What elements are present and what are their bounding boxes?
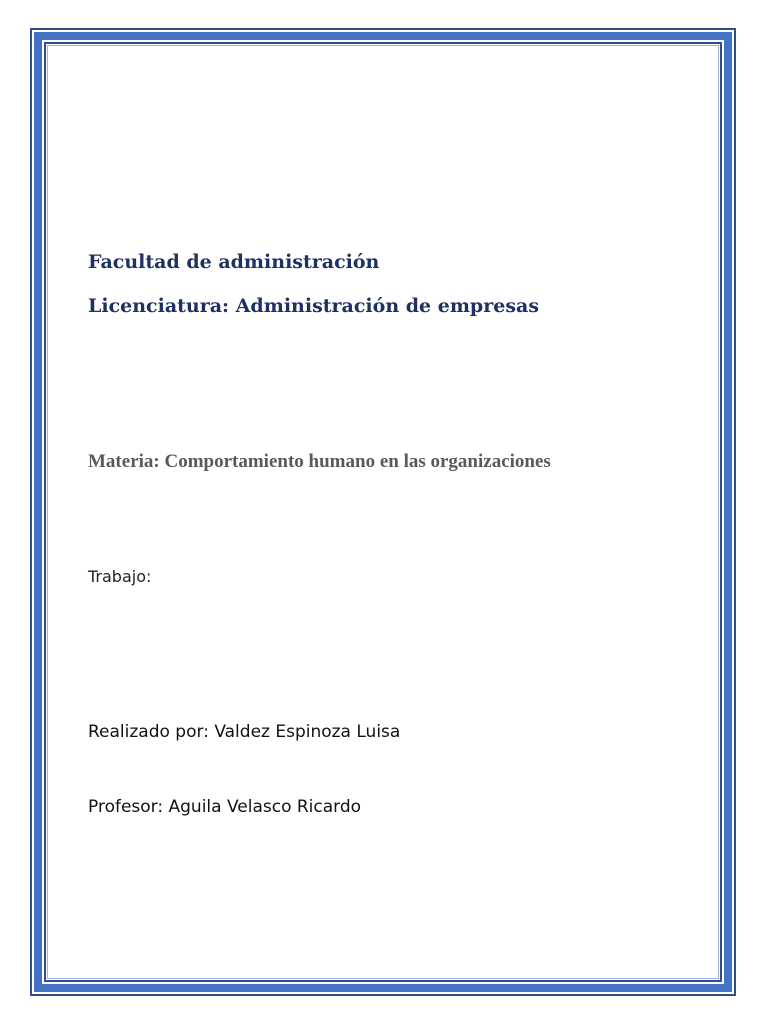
- author-line: Realizado por: Valdez Espinoza Luisa: [88, 722, 401, 742]
- assignment-label: Trabajo:: [88, 567, 152, 586]
- subject-line: Materia: Comportamiento humano en las organizaciones: [88, 451, 551, 472]
- professor-line: Profesor: Aguila Velasco Ricardo: [88, 797, 362, 817]
- page-border-light: [47, 45, 719, 979]
- degree-heading: Licenciatura: Administración de empresas: [88, 295, 540, 317]
- faculty-heading: Facultad de administración: [88, 251, 380, 273]
